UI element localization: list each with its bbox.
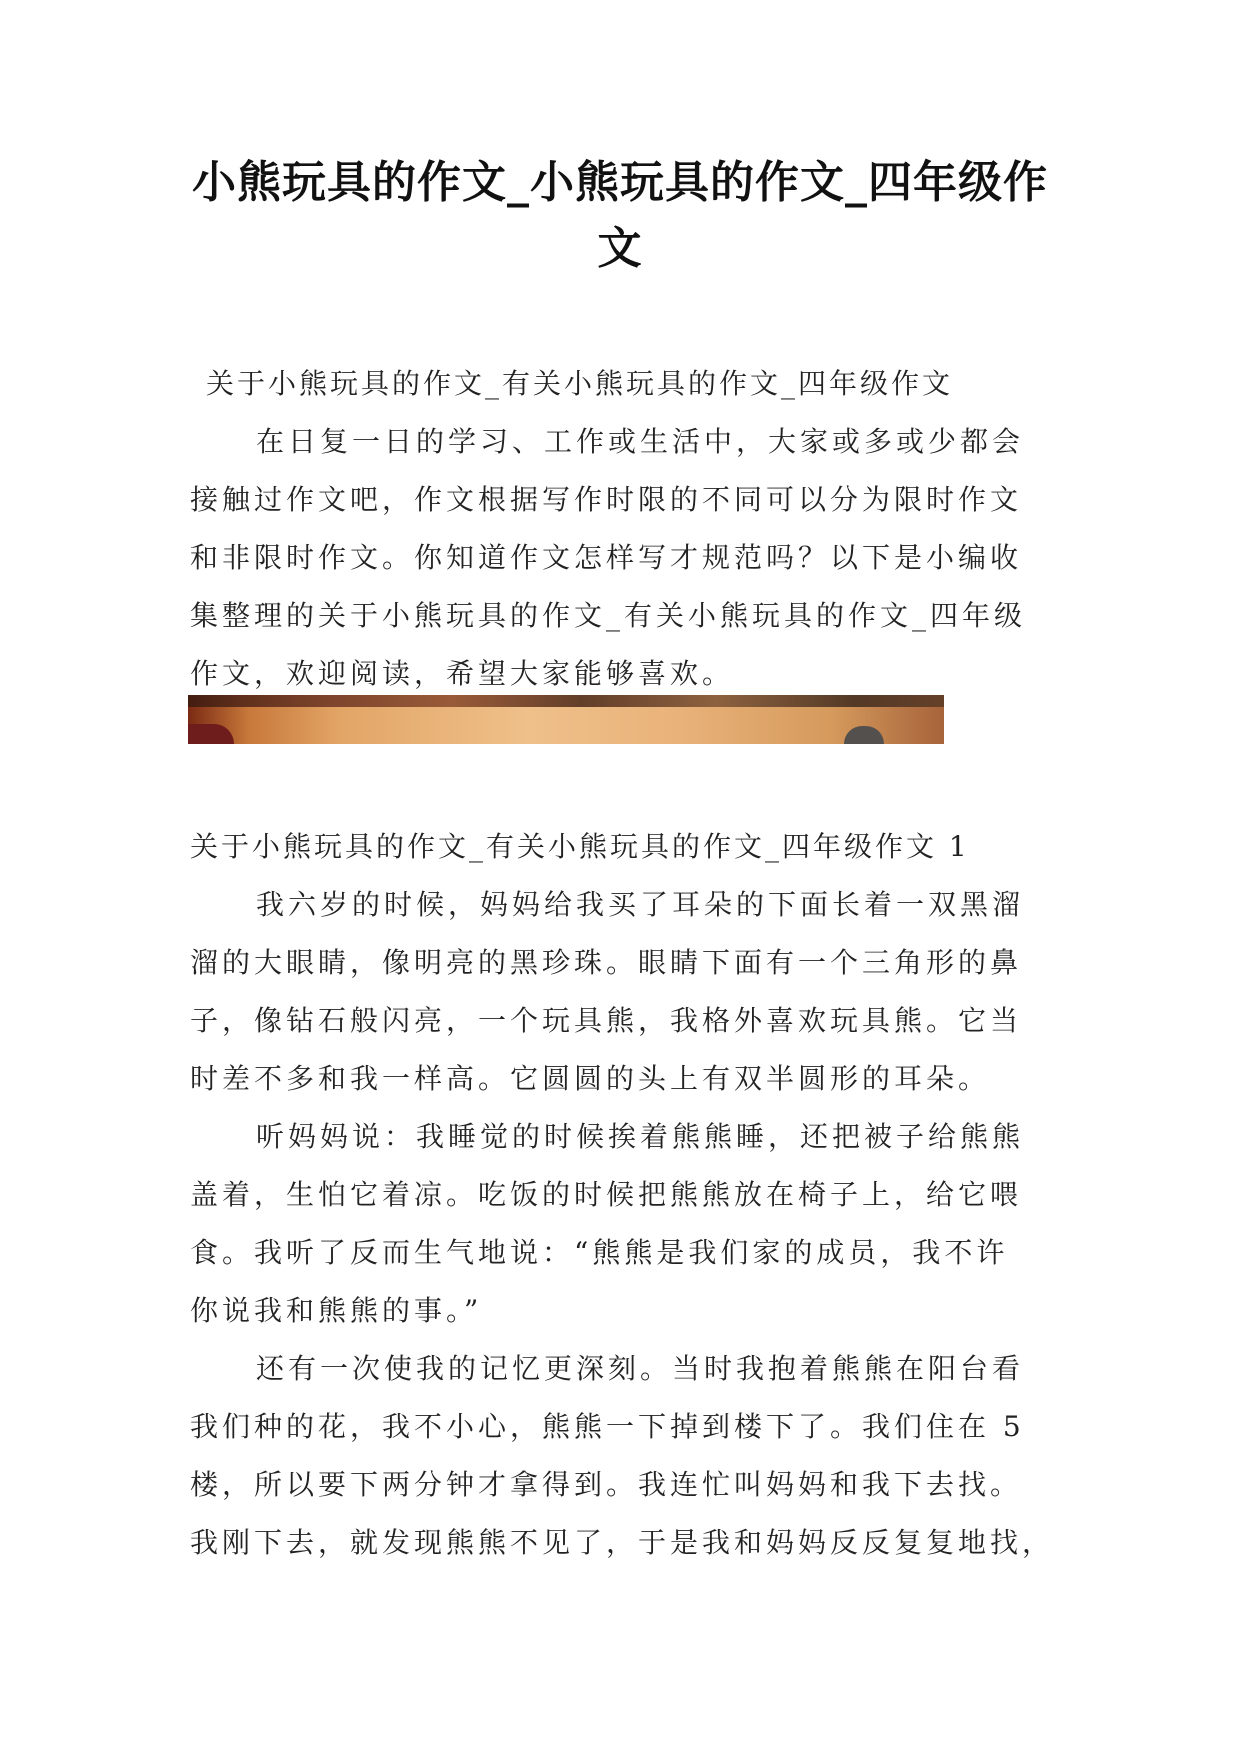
paragraph-line: 楼，所以要下两分钟才拿得到。我连忙叫妈妈和我下去找。 — [190, 1468, 1023, 1501]
paragraph-line: 盖着，生怕它着凉。吃饭的时候把熊熊放在椅子上，给它喂 — [190, 1178, 1023, 1211]
paragraph-line: 溜的大眼睛，像明亮的黑珍珠。眼睛下面有一个三角形的鼻 — [190, 946, 1023, 979]
document-title: 小熊玩具的作文_小熊玩具的作文_四年级作文 — [192, 157, 1048, 274]
illustration-shape — [844, 726, 884, 744]
subtitle: 关于小熊玩具的作文_有关小熊玩具的作文_四年级作文 — [206, 367, 954, 400]
paragraph-line: 时差不多和我一样高。它圆圆的头上有双半圆形的耳朵。 — [190, 1062, 991, 1095]
intro-line: 集整理的关于小熊玩具的作文_有关小熊玩具的作文_四年级 — [190, 599, 1027, 632]
paragraph-line: 子，像钻石般闪亮，一个玩具熊，我格外喜欢玩具熊。它当 — [190, 1004, 1023, 1037]
illustration-image — [188, 695, 944, 744]
intro-line: 和非限时作文。你知道作文怎样写才规范吗？以下是小编收 — [190, 541, 1023, 574]
paragraph-line: 听妈妈说：我睡觉的时候挨着熊熊睡，还把被子给熊熊 — [256, 1120, 1025, 1153]
paragraph-line: 你说我和熊熊的事。” — [190, 1294, 483, 1327]
illustration-shape — [188, 724, 234, 744]
section-heading: 关于小熊玩具的作文_有关小熊玩具的作文_四年级作文 1 — [190, 830, 970, 863]
paragraph-line: 我刚下去，就发现熊熊不见了，于是我和妈妈反反复复地找， — [190, 1526, 1055, 1559]
intro-line: 在日复一日的学习、工作或生活中，大家或多或少都会 — [256, 425, 1025, 458]
paragraph-line: 我们种的花，我不小心，熊熊一下掉到楼下了。我们住在 5 — [190, 1410, 1025, 1443]
paragraph-line: 还有一次使我的记忆更深刻。当时我抱着熊熊在阳台看 — [256, 1352, 1025, 1385]
intro-line: 作文，欢迎阅读，希望大家能够喜欢。 — [190, 657, 735, 690]
paragraph-line: 食。我听了反而生气地说：“熊熊是我们家的成员，我不许 — [190, 1236, 1009, 1269]
intro-line: 接触过作文吧，作文根据写作时限的不同可以分为限时作文 — [190, 483, 1023, 516]
illustration-shadow — [188, 695, 944, 707]
paragraph-line: 我六岁的时候，妈妈给我买了耳朵的下面长着一双黑溜 — [256, 888, 1025, 921]
